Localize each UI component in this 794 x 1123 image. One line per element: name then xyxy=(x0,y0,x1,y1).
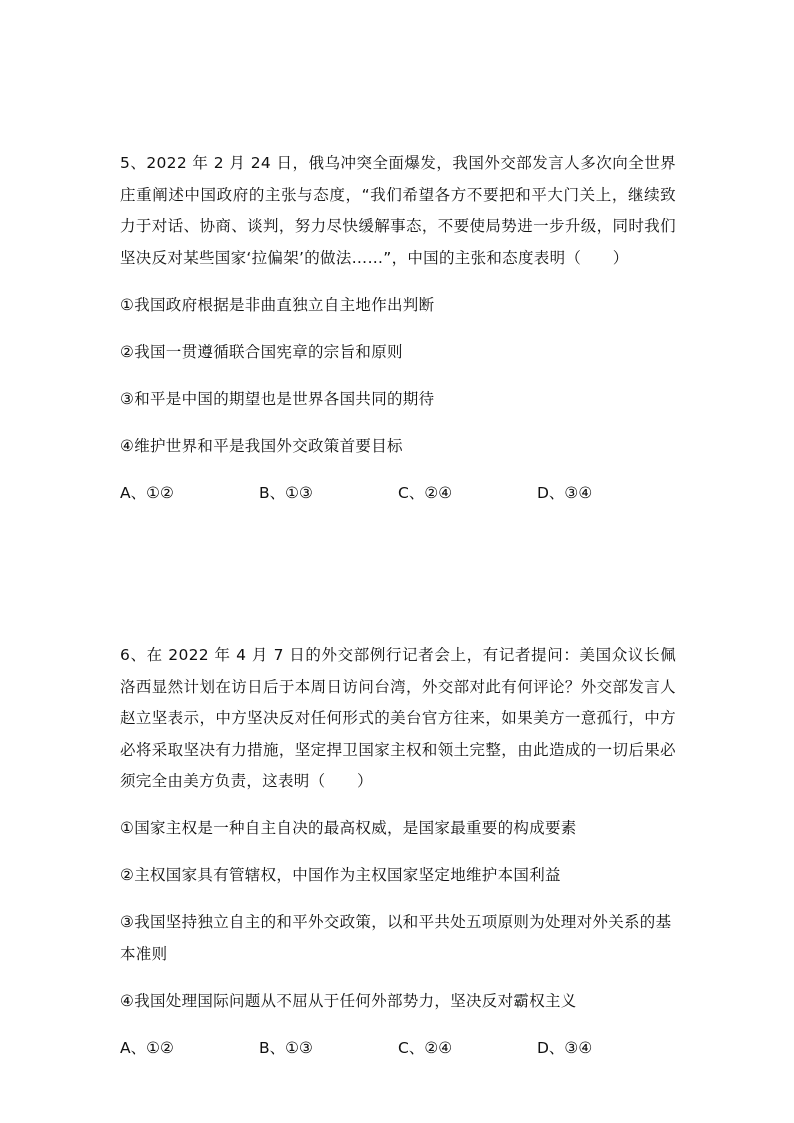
answer-choices xyxy=(120,1033,676,1065)
question-5 xyxy=(120,148,676,509)
choice-a: A、①② xyxy=(120,483,174,502)
answer-choices xyxy=(120,478,676,510)
question-stem: 6、在 2022 年 4 月 7 日的外交部例行记者会上，有记者提问：美国众议长佩洛西显然计划在访日后于本周日访问台湾，外交部对此有何评论？外交部发言人赵立坚表示，中方坚决反对任何形式的美台官方往来，如果美方一意孤行，中方必将采取坚决有力措施，坚定捍卫国家主权和领土完整，由此造成的一切后果必须完全由美方负责，这表明（ ） xyxy=(120,646,676,790)
statement-1: ①我国政府根据是非曲直独立自主地作出判断 xyxy=(120,295,435,314)
statement-4: ④我国处理国际问题从不屈从于任何外部势力，坚决反对霸权主义 xyxy=(120,991,577,1010)
statement-2: ②我国一贯遵循联合国宪章的宗旨和原则 xyxy=(120,342,403,361)
question-6 xyxy=(120,640,676,1064)
question-stem: 5、2022 年 2 月 24 日，俄乌冲突全面爆发，我国外交部发言人多次向全世界庄重阐述中国政府的主张与态度，“我们希望各方不要把和平大门关上，继续致力于对话、协商、谈判，努力尽快缓解事态，不要使局势进一步升级，同时我们坚决反对某些国家‘拉偏架’的做法……”，中国的主张和态度表明（ ） xyxy=(120,154,676,267)
choice-b: B、①③ xyxy=(259,483,313,502)
choice-d: D、③④ xyxy=(537,1038,593,1057)
statement-2: ②主权国家具有管辖权，中国作为主权国家坚定地维护本国利益 xyxy=(120,866,561,884)
choice-a: A、①② xyxy=(120,1038,174,1057)
statement-1: ①国家主权是一种自主自决的最高权威，是国家最重要的构成要素 xyxy=(120,819,577,837)
statement-3: ③我国坚持独立自主的和平外交政策，以和平共处五项原则为处理对外关系的基本准则 xyxy=(120,913,672,963)
statement-4: ④维护世界和平是我国外交政策首要目标 xyxy=(120,436,403,455)
choice-c: C、②④ xyxy=(398,1038,453,1057)
statement-3: ③和平是中国的期望也是世界各国共同的期待 xyxy=(120,389,435,408)
choice-d: D、③④ xyxy=(537,483,593,502)
choice-b: B、①③ xyxy=(259,1038,313,1057)
choice-c: C、②④ xyxy=(398,483,453,502)
